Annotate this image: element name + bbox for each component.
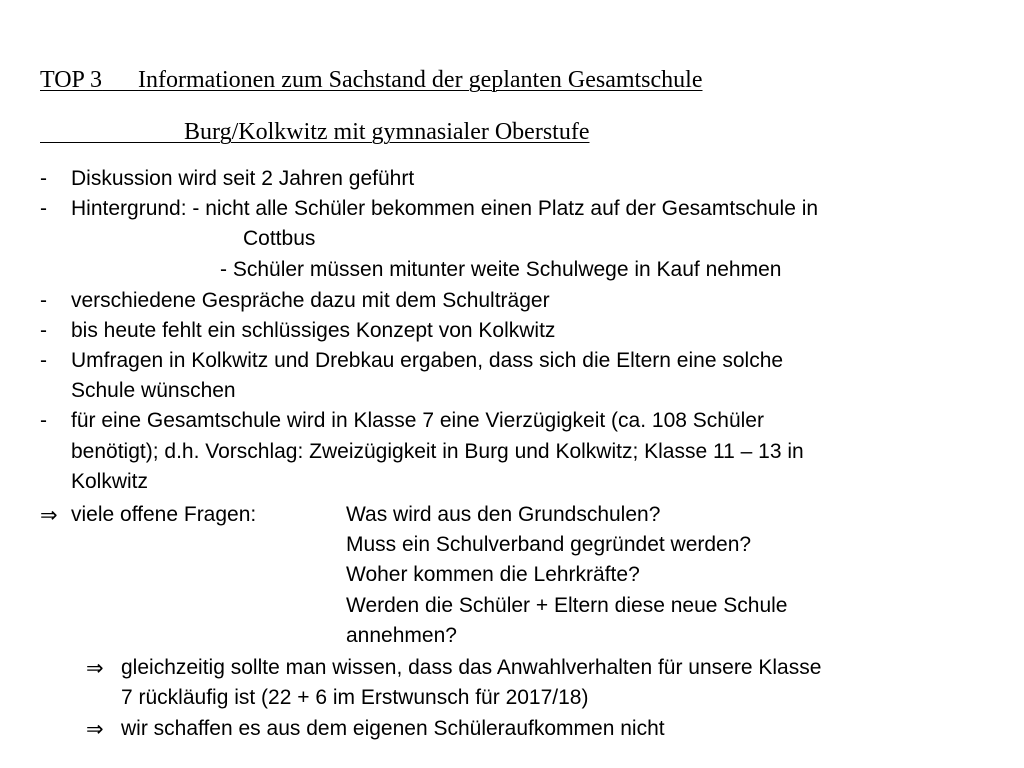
question-2: Muss ein Schulverband gegründet werden? bbox=[346, 533, 752, 556]
question-3: Woher kommen die Lehrkräfte? bbox=[346, 563, 640, 586]
heading-line-2 bbox=[40, 118, 589, 146]
bullet-dash: - bbox=[40, 289, 47, 312]
bullet-item-5-line-2: Schule wünschen bbox=[71, 379, 236, 402]
conclusion-2: wir schaffen es aus dem eigenen Schüleraufkommen nicht bbox=[121, 717, 665, 740]
implies-arrow-icon: ⇒ bbox=[86, 717, 104, 741]
bullet-item-2-line-2: Cottbus bbox=[243, 227, 316, 250]
bullet-item-6-line-3: Kolkwitz bbox=[71, 470, 149, 493]
question-1: Was wird aus den Grundschulen? bbox=[346, 503, 661, 526]
implies-arrow-icon: ⇒ bbox=[40, 503, 58, 527]
bullet-dash: - bbox=[40, 409, 47, 432]
bullet-item-2-line-3: - Schüler müssen mitunter weite Schulwege in Kauf nehmen bbox=[220, 258, 782, 281]
conclusion-1-line-1: gleichzeitig sollte man wissen, dass das Anwahlverhalten für unsere Klasse bbox=[121, 656, 822, 679]
bullet-item-2-line-1: Hintergrund: - nicht alle Schüler bekommen einen Platz auf der Gesamtschule in bbox=[71, 197, 819, 220]
bullet-item-5-line-1: Umfragen in Kolkwitz und Drebkau ergaben, dass sich die Eltern eine solche bbox=[71, 349, 784, 372]
heading-title-2: Burg/Kolkwitz mit gymnasialer Oberstufe bbox=[184, 119, 590, 145]
heading-gap bbox=[102, 67, 138, 93]
conclusion-1-line-2: 7 rückläufig ist (22 + 6 im Erstwunsch für 2017/18) bbox=[121, 686, 589, 709]
bullet-dash: - bbox=[40, 319, 47, 342]
bullet-dash: - bbox=[40, 349, 47, 372]
bullet-item-6-line-2: benötigt); d.h. Vorschlag: Zweizügigkeit in Burg und Kolkwitz; Klasse 11 – 13 in bbox=[71, 440, 804, 463]
implies-arrow-icon: ⇒ bbox=[86, 656, 104, 680]
heading-indent bbox=[40, 119, 184, 145]
bullet-dash: - bbox=[40, 197, 47, 220]
top-label: TOP 3 bbox=[40, 67, 103, 93]
bullet-item-4: bis heute fehlt ein schlüssiges Konzept von Kolkwitz bbox=[71, 319, 556, 342]
bullet-item-6-line-1: für eine Gesamtschule wird in Klasse 7 eine Vierzügigkeit (ca. 108 Schüler bbox=[71, 409, 764, 432]
heading-title-1: Informationen zum Sachstand der geplanten Gesamtschule bbox=[138, 67, 703, 93]
open-questions-label: viele offene Fragen: bbox=[71, 503, 257, 526]
question-4-line-2: annehmen? bbox=[346, 624, 457, 647]
bullet-item-3: verschiedene Gespräche dazu mit dem Schulträger bbox=[71, 289, 550, 312]
bullet-item-1: Diskussion wird seit 2 Jahren geführt bbox=[71, 167, 415, 190]
bullet-dash: - bbox=[40, 167, 47, 190]
heading-line-1 bbox=[40, 66, 703, 94]
question-4-line-1: Werden die Schüler + Eltern diese neue Schule bbox=[346, 594, 788, 617]
